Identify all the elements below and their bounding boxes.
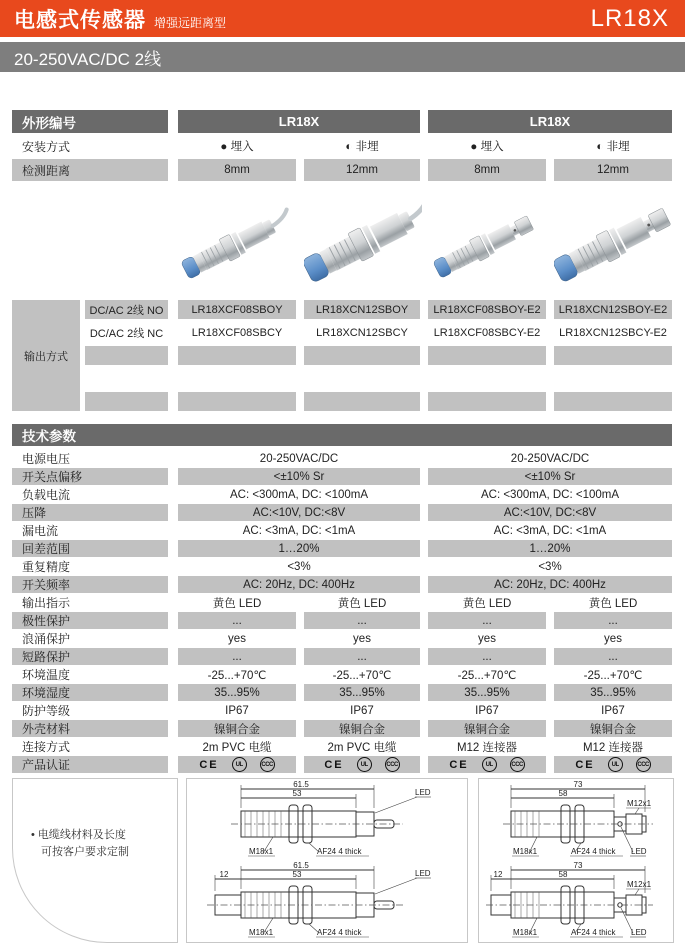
svg-text:LED: LED bbox=[631, 847, 647, 856]
param-value: 1…20% bbox=[428, 540, 672, 557]
param-value: ... bbox=[304, 648, 420, 665]
ce-mark-icon: CE bbox=[324, 758, 344, 771]
param-value: AC: <300mA, DC: <100mA bbox=[229, 488, 369, 501]
param-value: AC: 20Hz, DC: 400Hz bbox=[178, 576, 420, 593]
empty-cell bbox=[85, 346, 168, 365]
empty-cell bbox=[178, 346, 296, 365]
svg-text:AF24 4 thick: AF24 4 thick bbox=[317, 928, 362, 937]
param-value: 2m PVC 电缆 bbox=[202, 741, 272, 754]
mounting-nonflush-1: ◐ 非埋 bbox=[345, 141, 379, 153]
empty-cell bbox=[554, 346, 672, 365]
mounting-row bbox=[0, 135, 685, 157]
param-value: ... bbox=[304, 612, 420, 629]
distance-cell: 8mm bbox=[428, 159, 546, 181]
param-label: 产品认证 bbox=[12, 756, 168, 773]
distance-cell: 12mm bbox=[304, 159, 420, 181]
svg-text:AF24 4 thick: AF24 4 thick bbox=[317, 847, 362, 856]
svg-text:58: 58 bbox=[558, 789, 568, 798]
param-value: -25...+70℃ bbox=[207, 669, 267, 682]
tech-section-title: 技术参数 bbox=[22, 429, 76, 444]
param-value: 镍铜合金 bbox=[304, 720, 420, 737]
product-photo-connector-12mm bbox=[554, 196, 672, 296]
certification-icons bbox=[324, 757, 399, 772]
ce-mark-icon: CE bbox=[199, 758, 219, 771]
customization-note bbox=[31, 827, 129, 861]
ul-mark-icon: UL bbox=[357, 757, 372, 772]
note-line-2: 可按客户要求定制 bbox=[41, 846, 129, 858]
param-value: 镍铜合金 bbox=[554, 720, 672, 737]
param-value: IP67 bbox=[601, 704, 625, 717]
svg-text:58: 58 bbox=[558, 870, 568, 879]
svg-text:73: 73 bbox=[573, 861, 583, 870]
param-value: 镍铜合金 bbox=[428, 720, 546, 737]
param-value: 20-250VAC/DC bbox=[510, 452, 590, 465]
page-title: 电感式传感器 bbox=[14, 8, 146, 32]
group-header-2: LR18X bbox=[428, 110, 672, 133]
header-left bbox=[14, 4, 226, 34]
param-value: ... bbox=[554, 648, 672, 665]
param-value: ... bbox=[554, 612, 672, 629]
svg-text:M18x1: M18x1 bbox=[249, 847, 274, 856]
ce-mark-icon: CE bbox=[575, 758, 595, 771]
mounting-flush-2: ● 埋入 bbox=[470, 141, 504, 153]
param-value: yes bbox=[604, 632, 622, 645]
param-label: 开关点偏移 bbox=[12, 468, 168, 485]
ul-mark-icon: UL bbox=[232, 757, 247, 772]
param-value: IP67 bbox=[475, 704, 499, 717]
drawing-cable-nonflush bbox=[191, 861, 463, 941]
param-value: -25...+70℃ bbox=[332, 669, 392, 682]
mounting-flush-1: ● 埋入 bbox=[220, 141, 254, 153]
distance-cell: 8mm bbox=[178, 159, 296, 181]
svg-text:M18x1: M18x1 bbox=[513, 847, 538, 856]
param-label: 负载电流 bbox=[22, 488, 71, 502]
param-value: 2m PVC 电缆 bbox=[327, 741, 397, 754]
param-label: 防护等级 bbox=[22, 704, 71, 718]
empty-cell bbox=[304, 392, 420, 411]
ce-mark-icon: CE bbox=[449, 758, 469, 771]
model-number: LR18XCN12SBCY bbox=[316, 326, 408, 339]
ccc-mark-icon: CCC bbox=[260, 757, 275, 772]
mounting-label: 安装方式 bbox=[22, 139, 71, 154]
svg-text:12: 12 bbox=[219, 870, 229, 879]
product-photos bbox=[0, 196, 685, 296]
certification-icons bbox=[449, 757, 524, 772]
svg-text:61.5: 61.5 bbox=[293, 780, 309, 789]
empty-cell bbox=[428, 392, 546, 411]
param-value: <±10% Sr bbox=[178, 468, 420, 485]
distance-cell: 12mm bbox=[554, 159, 672, 181]
param-label: 重复精度 bbox=[22, 560, 71, 574]
svg-text:LED: LED bbox=[415, 869, 431, 878]
param-label: 漏电流 bbox=[22, 524, 59, 538]
param-label: 极性保护 bbox=[12, 612, 168, 629]
note-bullet: • bbox=[31, 829, 35, 841]
param-label: 开关频率 bbox=[12, 576, 168, 593]
param-value: AC:<10V, DC:<8V bbox=[178, 504, 420, 521]
param-label: 外壳材料 bbox=[12, 720, 168, 737]
tech-table bbox=[0, 450, 685, 774]
param-value: IP67 bbox=[350, 704, 374, 717]
model-number: LR18XCF08SBCY bbox=[191, 326, 283, 339]
selection-table-header bbox=[0, 110, 685, 133]
certification-icons bbox=[575, 757, 650, 772]
ccc-mark-icon: CCC bbox=[385, 757, 400, 772]
param-value: <3% bbox=[287, 560, 311, 573]
group-header-1: LR18X bbox=[178, 110, 420, 133]
param-value: 黄色 LED bbox=[337, 597, 387, 610]
param-label: 回差范围 bbox=[12, 540, 168, 557]
param-value: yes bbox=[228, 632, 246, 645]
model-number: LR18XCF08SBCY-E2 bbox=[433, 326, 541, 339]
svg-text:12: 12 bbox=[493, 870, 503, 879]
param-value: AC: <3mA, DC: <1mA bbox=[493, 524, 607, 537]
empty-cell bbox=[178, 392, 296, 411]
drawing-cable-flush bbox=[191, 780, 463, 860]
param-label: 压降 bbox=[12, 504, 168, 521]
ul-mark-icon: UL bbox=[608, 757, 623, 772]
param-label: 连接方式 bbox=[22, 740, 71, 754]
series-bar-text: 20-250VAC/DC 2线 bbox=[14, 49, 162, 69]
product-photo-cable-12mm bbox=[304, 196, 422, 296]
drawing-connector-flush bbox=[483, 780, 669, 860]
param-value: M12 连接器 bbox=[456, 741, 518, 754]
output-sub-no: DC/AC 2线 NO bbox=[85, 300, 168, 319]
svg-text:53: 53 bbox=[292, 870, 302, 879]
svg-text:M18x1: M18x1 bbox=[513, 928, 538, 937]
param-value: <±10% Sr bbox=[428, 468, 672, 485]
param-value: <3% bbox=[538, 560, 562, 573]
page-header bbox=[0, 0, 685, 37]
model-number: LR18XCN12SBOY bbox=[304, 300, 420, 319]
param-value: IP67 bbox=[225, 704, 249, 717]
ccc-mark-icon: CCC bbox=[510, 757, 525, 772]
model-number: LR18XCF08SBOY-E2 bbox=[428, 300, 546, 319]
empty-cell bbox=[85, 392, 168, 411]
param-value: ... bbox=[178, 612, 296, 629]
param-value: -25...+70℃ bbox=[457, 669, 517, 682]
tech-section-header bbox=[12, 424, 672, 446]
empty-cell bbox=[428, 346, 546, 365]
note-line-1: 电缆线材料及长度 bbox=[37, 829, 126, 841]
param-label: 短路保护 bbox=[12, 648, 168, 665]
ccc-mark-icon: CCC bbox=[636, 757, 651, 772]
svg-text:M12x1: M12x1 bbox=[627, 880, 652, 889]
param-label: 环境湿度 bbox=[12, 684, 168, 701]
dimension-drawings-connector bbox=[478, 778, 674, 943]
param-value: 35...95% bbox=[304, 684, 420, 701]
model-number: LR18XCF08SBOY bbox=[178, 300, 296, 319]
param-value: 黄色 LED bbox=[462, 597, 512, 610]
param-value: 镍铜合金 bbox=[178, 720, 296, 737]
param-value: ... bbox=[178, 648, 296, 665]
drawing-connector-nonflush bbox=[483, 861, 669, 941]
svg-text:M12x1: M12x1 bbox=[627, 799, 652, 808]
param-value: 35...95% bbox=[428, 684, 546, 701]
param-label: 浪涌保护 bbox=[22, 632, 71, 646]
certification-icons bbox=[199, 757, 274, 772]
svg-text:LED: LED bbox=[415, 788, 431, 797]
shape-number-header: 外形编号 bbox=[12, 110, 168, 133]
model-number: LR18XCN12SBOY-E2 bbox=[554, 300, 672, 319]
param-value: 35...95% bbox=[554, 684, 672, 701]
output-sub-nc: DC/AC 2线 NC bbox=[89, 327, 164, 340]
mounting-nonflush-2: ◐ 非埋 bbox=[596, 141, 630, 153]
param-value: 1…20% bbox=[178, 540, 420, 557]
distance-label: 检测距离 bbox=[12, 159, 168, 181]
svg-text:LED: LED bbox=[631, 928, 647, 937]
param-value: AC:<10V, DC:<8V bbox=[428, 504, 672, 521]
param-value: yes bbox=[478, 632, 496, 645]
product-photo-connector-8mm bbox=[428, 196, 546, 296]
svg-text:61.5: 61.5 bbox=[293, 861, 309, 870]
param-value: 35...95% bbox=[178, 684, 296, 701]
param-value: M12 连接器 bbox=[582, 741, 644, 754]
param-label: 输出指示 bbox=[22, 596, 71, 610]
param-value: ... bbox=[428, 648, 546, 665]
param-value: 黄色 LED bbox=[588, 597, 638, 610]
customization-note-box bbox=[12, 778, 178, 943]
param-value: ... bbox=[428, 612, 546, 629]
distance-row bbox=[0, 159, 685, 181]
param-value: AC: <300mA, DC: <100mA bbox=[480, 488, 620, 501]
param-label: 电源电压 bbox=[22, 452, 71, 466]
param-value: AC: 20Hz, DC: 400Hz bbox=[428, 576, 672, 593]
svg-text:53: 53 bbox=[292, 789, 302, 798]
empty-cell bbox=[304, 346, 420, 365]
param-label: 环境温度 bbox=[22, 668, 71, 682]
param-value: yes bbox=[353, 632, 371, 645]
param-value: -25...+70℃ bbox=[583, 669, 643, 682]
param-value: 20-250VAC/DC bbox=[259, 452, 339, 465]
model-number: LR18XCN12SBCY-E2 bbox=[559, 326, 667, 339]
product-photo-cable-8mm bbox=[178, 196, 296, 296]
model-code: LR18X bbox=[590, 4, 669, 32]
series-bar bbox=[0, 42, 685, 72]
svg-text:M18x1: M18x1 bbox=[249, 928, 274, 937]
page-subtitle: 增强远距离型 bbox=[154, 15, 227, 30]
output-label: 输出方式 bbox=[12, 300, 80, 411]
param-value: 黄色 LED bbox=[212, 597, 262, 610]
svg-text:AF24 4 thick: AF24 4 thick bbox=[571, 928, 616, 937]
dimension-drawings-cable bbox=[186, 778, 468, 943]
output-table bbox=[0, 300, 685, 411]
ul-mark-icon: UL bbox=[482, 757, 497, 772]
svg-text:AF24 4 thick: AF24 4 thick bbox=[571, 847, 616, 856]
param-value: AC: <3mA, DC: <1mA bbox=[242, 524, 356, 537]
svg-text:73: 73 bbox=[573, 780, 583, 789]
empty-cell bbox=[554, 392, 672, 411]
